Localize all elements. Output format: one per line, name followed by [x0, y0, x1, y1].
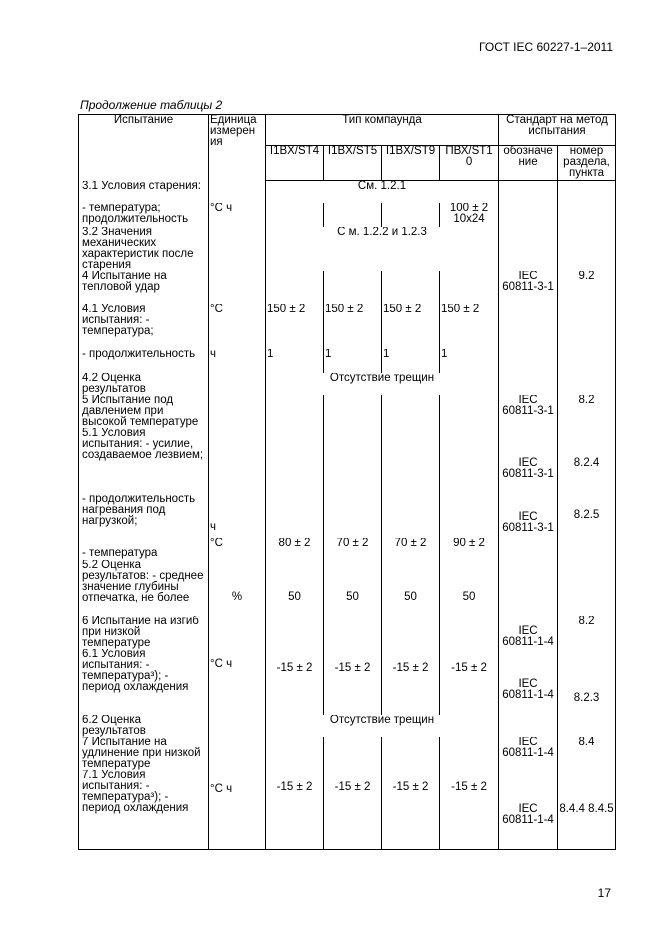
test-table — [78, 114, 616, 850]
unit-cell: °С ч — [209, 203, 266, 227]
unit-cell: % — [209, 560, 266, 616]
value-cell: 1 — [266, 349, 324, 373]
value-cell: -15 ± 2 — [382, 770, 440, 850]
test-name: 4 Испытание на тепловой удар — [79, 271, 209, 304]
unit-cell: ч — [209, 349, 266, 373]
merged-value: С м. 1.2.2 и 1.2.3 — [266, 227, 499, 271]
col-compound-type-header: Тип компаунда — [266, 115, 499, 146]
test-name: 3.1 Условия старения: — [79, 181, 209, 203]
test-name: 5 Испытание под давлением при высокой температуре — [79, 395, 209, 428]
merged-value: См. 1.2.1 — [266, 181, 499, 203]
test-name: 6 Испытание на изгиб при низкой температуре — [79, 616, 209, 649]
value-cell: -15 ± 2 — [266, 770, 324, 850]
value-cell: 50 — [324, 560, 382, 616]
value-cell: 70 ± 2 — [324, 538, 382, 560]
test-name: 4.1 Условия испытания: - температура; — [79, 304, 209, 349]
value-cell: 50 — [266, 560, 324, 616]
value-cell: -15 ± 2 — [324, 649, 382, 715]
unit-cell: °С — [209, 304, 266, 349]
merged-value: Отсутствие трещин — [266, 715, 499, 737]
standard-cell: IEC 60811-1-4 — [499, 770, 558, 850]
standard-cell: IEC 60811-1-4 — [499, 616, 558, 649]
col-c4-header: ПВХ/ST1 0 — [440, 146, 499, 181]
test-name: 3.2 Значения механических характеристик после старения — [79, 227, 209, 271]
col-unit-header: Единица измерен ия — [209, 115, 266, 181]
section-cell: 8.2 — [558, 395, 616, 428]
value-cell: 150 ± 2 — [324, 304, 382, 349]
standard-cell: IEC 60811-3-1 — [499, 428, 558, 494]
value-cell: 150 ± 2 — [440, 304, 499, 349]
value-cell: 50 — [440, 560, 499, 616]
table-caption: Продолжение таблицы 2 — [80, 98, 223, 112]
test-name: 5.2 Оценка результатов: - среднее значение глубины отпечатка, не более — [79, 560, 209, 616]
value-cell: 150 ± 2 — [382, 304, 440, 349]
unit-cell: °С ч — [209, 649, 266, 715]
value-cell: -15 ± 2 — [440, 649, 499, 715]
unit-cell: °С — [209, 538, 266, 560]
col-designation-header: обозначе ние — [499, 146, 558, 181]
test-name: 6.1 Условия испытания: - температура³); - период охлаждения — [79, 649, 209, 715]
col-c2-header: I1BX/ST5 — [324, 146, 382, 181]
section-cell: 8.2.4 — [558, 428, 616, 494]
value-cell: -15 ± 2 — [382, 649, 440, 715]
test-name: 7 Испытание на удлинение при низкой температуре — [79, 737, 209, 770]
col-standard-method-header: Стандарт на метод испытания — [499, 115, 616, 146]
standard-cell: IEC 60811-1-4 — [499, 649, 558, 715]
section-cell: 8.4 — [558, 737, 616, 770]
value-cell: 90 ± 2 — [440, 538, 499, 560]
test-name: 7.1 Условия испытания: - температура³); - период охлаждения — [79, 770, 209, 850]
value-cell: 70 ± 2 — [382, 538, 440, 560]
test-name: - температура — [79, 538, 209, 560]
unit-cell: °С ч — [209, 770, 266, 850]
value-cell: 1 — [440, 349, 499, 373]
section-cell: 8.2.5 — [558, 494, 616, 538]
test-name: - температура; продолжительность — [79, 203, 209, 227]
value-cell: 1 — [382, 349, 440, 373]
section-cell: 9.2 — [558, 271, 616, 304]
value-cell: 1 — [324, 349, 382, 373]
document-header: ГОСТ IEC 60227-1–2011 — [479, 40, 613, 54]
value-cell: 100 ± 2 10x24 — [440, 203, 499, 227]
standard-cell: IEC 60811-3-1 — [499, 271, 558, 304]
test-name: - продолжительность нагревания под нагрузкой; — [79, 494, 209, 538]
test-name: - продолжительность — [79, 349, 209, 373]
page-number: 17 — [597, 886, 611, 900]
value-cell: 50 — [382, 560, 440, 616]
section-cell: 8.4.4 8.4.5 — [558, 770, 616, 850]
section-cell: 8.2 — [558, 616, 616, 649]
merged-value: Отсутствие трещин — [266, 373, 499, 395]
col-c3-header: I1BX/ST9 — [382, 146, 440, 181]
col-section-header: номер раздела, пункта — [558, 146, 616, 181]
standard-cell: IEC 60811-3-1 — [499, 395, 558, 428]
value-cell: 80 ± 2 — [266, 538, 324, 560]
value-cell: -15 ± 2 — [266, 649, 324, 715]
col-test-header: Испытание — [79, 115, 209, 181]
standard-cell: IEC 60811-3-1 — [499, 494, 558, 538]
test-name: 4.2 Оценка результатов — [79, 373, 209, 395]
value-cell: 150 ± 2 — [266, 304, 324, 349]
test-name: 6.2 Оценка результатов — [79, 715, 209, 737]
value-cell: -15 ± 2 — [440, 770, 499, 850]
col-c1-header: I1BX/ST4 — [266, 146, 324, 181]
section-cell: 8.2.3 — [558, 649, 616, 715]
test-name: 5.1 Условия испытания: - усилие, создаваемое лезвием; — [79, 428, 209, 494]
unit-cell: ч — [209, 494, 266, 538]
value-cell: -15 ± 2 — [324, 770, 382, 850]
standard-cell: IEC 60811-1-4 — [499, 737, 558, 770]
